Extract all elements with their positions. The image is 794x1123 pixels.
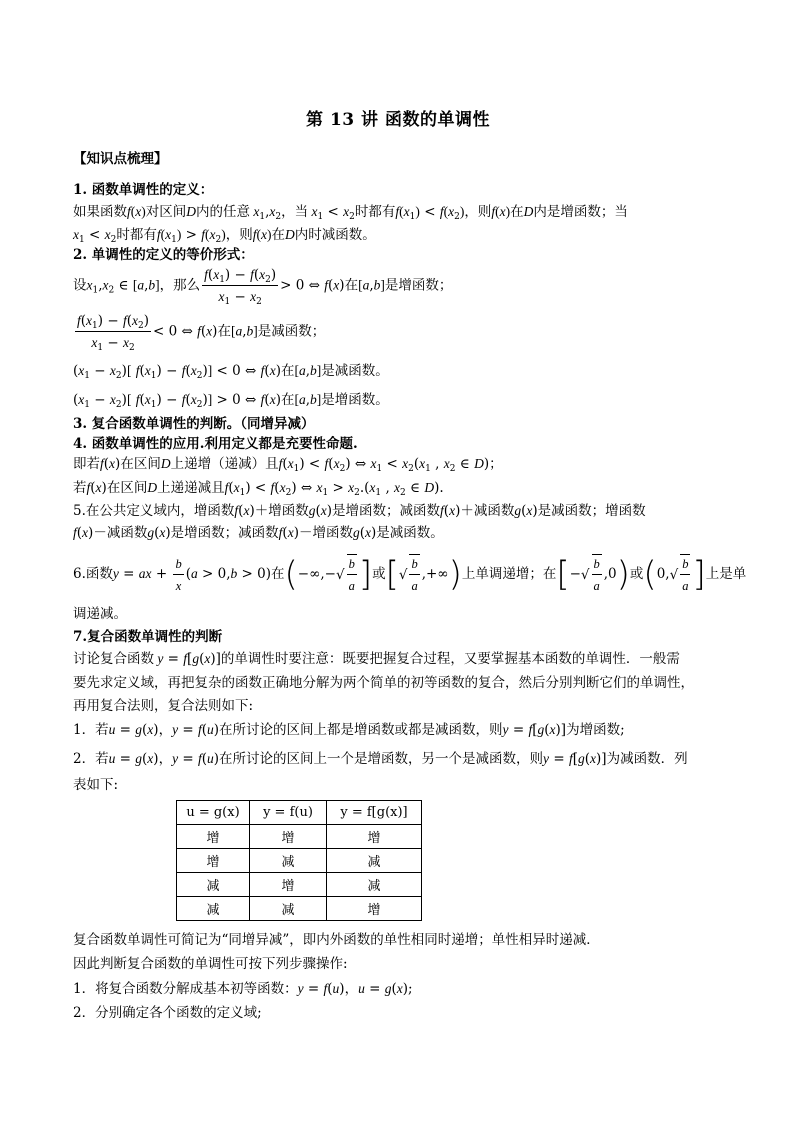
- table-cell: 减: [250, 849, 327, 873]
- step-1: 1．将复合函数分解成基本初等函数：y = f(u)，u = g(x);: [73, 981, 413, 997]
- table-header-cell: y = f[g(x)]: [327, 801, 422, 825]
- check-function-line-2: 调递减。: [73, 606, 127, 622]
- table-cell: 增: [177, 825, 250, 849]
- equivalent-form-3: $(x_1 - x_2)$[ $f(x_1) - f(x_2)] < 0$ ⇔ f(x)在[a,b]是减函数。: [73, 363, 389, 381]
- table-cell: 增: [250, 873, 327, 897]
- equivalent-form-4: $(x_1 - x_2)$[ $f(x_1) - f(x_2)] > 0$ ⇔ f(x)在[a,b]是增函数。: [73, 392, 389, 410]
- page-title: 第 13 讲 函数的单调性: [306, 110, 490, 130]
- heading-composite-judgement: 7.复合函数单调性的判断: [73, 629, 223, 645]
- equivalent-form-1: 设$x_1,x_2$ ∈ [a,b]，那么 $\frac{f(x_1) - f(x_2)}{x_1 - x_2}$ > 0 ⇔ f(x)在[a,b]是增函数；: [73, 267, 453, 307]
- step-2: 2．分别确定各个函数的定义域;: [73, 1005, 262, 1021]
- heading-equivalent-forms: 2. 单调性的定义的等价形式：: [73, 247, 254, 263]
- section-heading: 【知识点梳理】: [73, 151, 168, 167]
- table-cell: 减: [177, 897, 250, 921]
- table-row: [177, 873, 422, 897]
- heading-composite: 3. 复合函数单调性的判断。（同增异减）: [73, 416, 315, 432]
- table-cell: 增: [327, 825, 422, 849]
- table-header-cell: u = g(x): [177, 801, 250, 825]
- heading-application: 4. 函数单调性的应用.利用定义都是充要性命题.: [73, 436, 358, 452]
- heading-definition: 1. 函数单调性的定义：: [73, 182, 214, 198]
- application-line-2: 若f(x)在区间D上递递减且$f(x_1) < f(x_2)$ ⇔ $x_1 > x_2.(x_1$ , $x_2$ ∈ D).: [73, 480, 444, 498]
- definition-line-2: $x_1 < x_2$时都有$f(x_1) > f(x_2)$，则f(x)在D内时减函数。: [73, 227, 376, 245]
- composite-rule-table: [176, 800, 422, 921]
- table-header-cell: y = f(u): [250, 801, 327, 825]
- sum-rules-line-2: f(x)－减函数g(x)是增函数；减函数f(x)－增函数g(x)是减函数。: [73, 525, 444, 541]
- table-cell: 增: [177, 849, 250, 873]
- table-row: [177, 849, 422, 873]
- table-row: [177, 897, 422, 921]
- composite-rule-2: 2．若u = g(x)，y = f(u)在所讨论的区间上一个是增函数，另一个是减函数，则y = f[g(x)]为减函数．列: [73, 751, 688, 767]
- table-cell: 增: [250, 825, 327, 849]
- equivalent-form-2: $\frac{f(x_1) - f(x_2)}{x_1 - x_2}$ < 0 ⇔ f(x)在[a,b]是减函数；: [77, 313, 326, 353]
- application-line-1: 即若f(x)在区间D上递增（递减）且$f(x_1) < f(x_2)$ ⇔ $x_1 < x_2(x_1$ , $x_2$ ∈ D)；: [73, 456, 503, 474]
- table-cell: 减: [327, 873, 422, 897]
- table-cell: 减: [327, 849, 422, 873]
- composite-paragraph-1: 讨论复合函数 y = f[g(x)]的单调性时要注意：既要把握复合过程，又要掌握基本函数的单调性．一般需: [73, 651, 680, 667]
- composite-paragraph-2: 要先求定义域，再把复杂的函数正确地分解为两个简单的初等函数的复合，然后分别判断它们的单调性，: [73, 675, 694, 691]
- definition-line-1: 如果函数f(x)对区间D内的任意 $x_1,x_2$，当 $x_1 < x_2$时都有$f(x_1) < f(x_2)$，则f(x)在D内是增函数；当: [73, 204, 628, 222]
- composite-paragraph-3: 再用复合法则，复合法则如下:: [73, 698, 254, 714]
- table-cell: 减: [250, 897, 327, 921]
- sum-rules-line-1: 5.在公共定义域内，增函数f(x)＋增函数g(x)是增函数；减函数f(x)＋减函数g(x)是减函数；增函数: [73, 503, 646, 519]
- summary-line-2: 因此判断复合函数的单调性可按下列步骤操作:: [73, 956, 348, 972]
- composite-rule-1: 1．若u = g(x)，y = f(u)在所讨论的区间上都是增函数或都是减函数，则y = f[g(x)]为增函数;: [73, 722, 625, 738]
- summary-line-1: 复合函数单调性可简记为“同增异减”，即内外函数的单性相同时递增；单性相异时递减．: [73, 932, 600, 948]
- table-cell: 减: [177, 873, 250, 897]
- composite-rule-2-cont: 表如下:: [73, 777, 119, 793]
- table-cell: 增: [327, 897, 422, 921]
- table-row: [177, 825, 422, 849]
- check-function-line: 6.函数y = ax + $\frac{b}{x}$ (a > 0,b > 0)在(−∞,−√ $\frac{b}{a}$ ]或[√ $\frac{b}{a}$ ,+∞)上单调递增；在[−√ $\frac{b}{a}$ ,0)或(0,√ $\frac{b}{a}$ ]上是单: [73, 554, 747, 595]
- table-header-row: [177, 801, 422, 825]
